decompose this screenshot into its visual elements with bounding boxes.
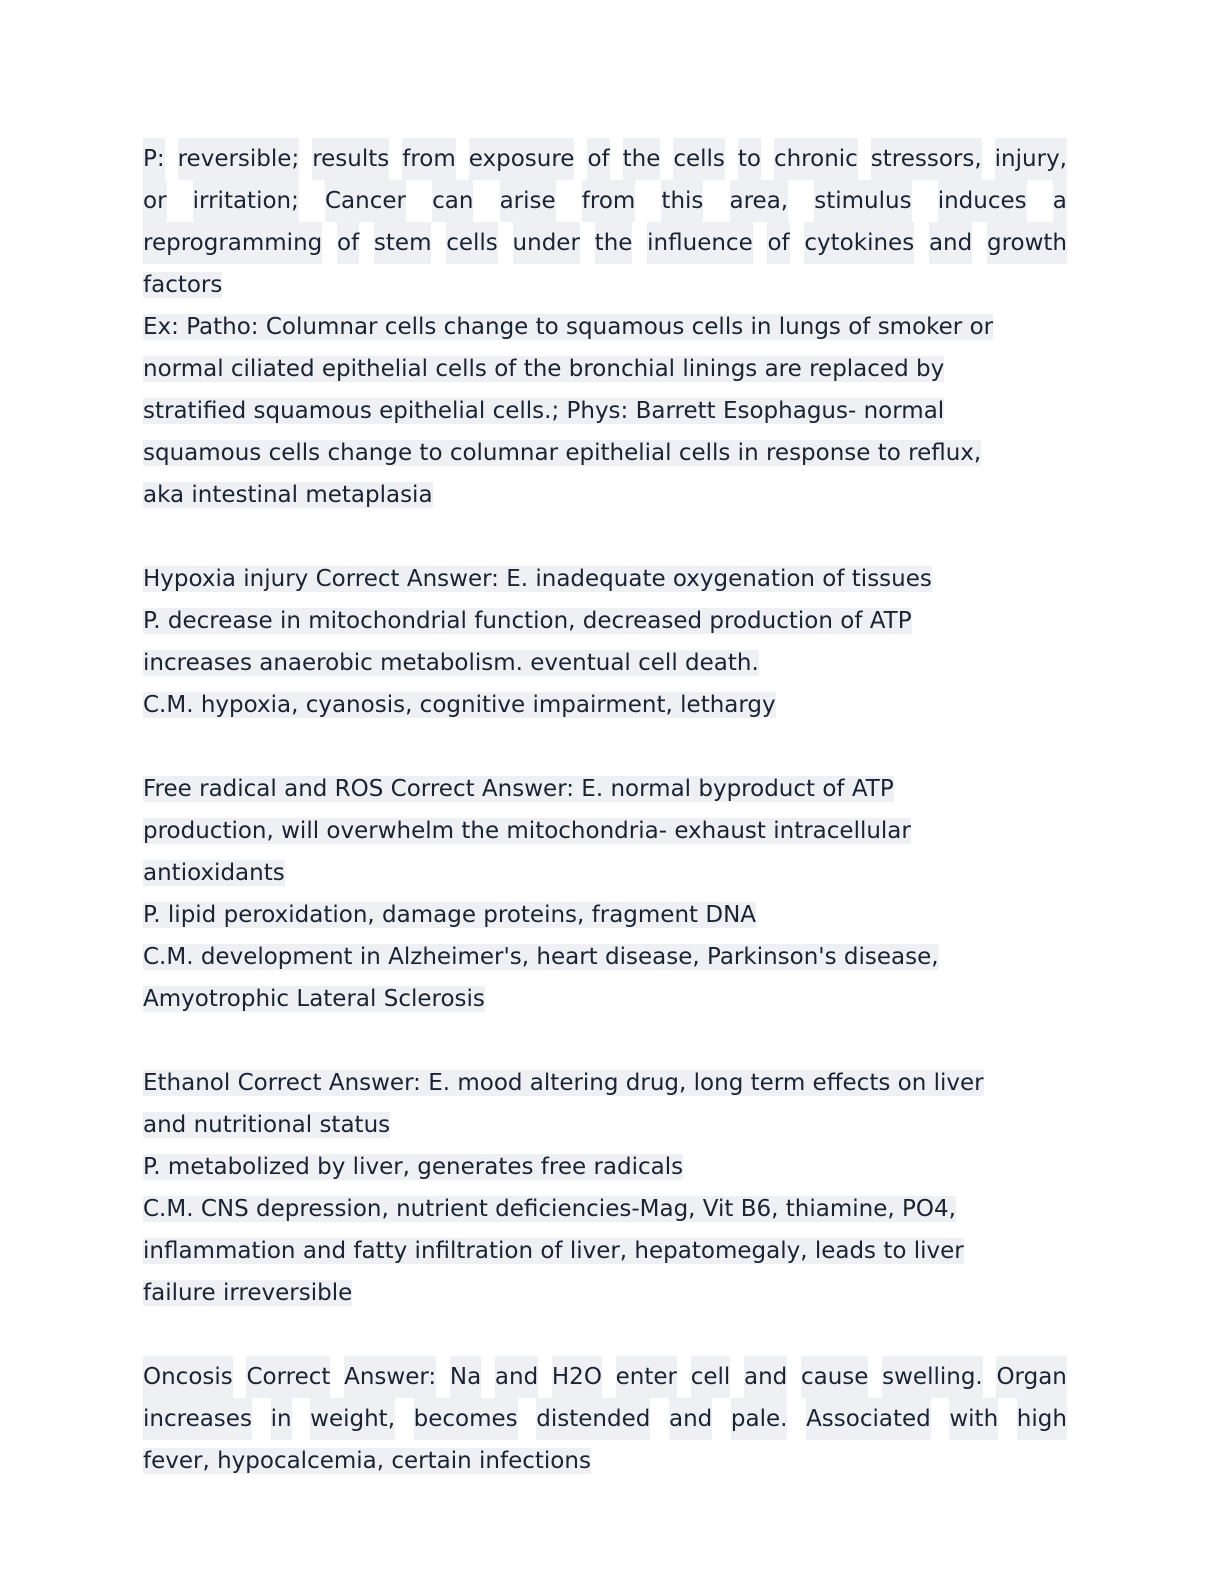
word: influence	[647, 222, 753, 264]
line-text: P. lipid peroxidation, damage proteins, fragment DNA	[143, 902, 757, 928]
word: Associated	[806, 1398, 931, 1440]
line-text: C.M. hypoxia, cyanosis, cognitive impairment, lethargy	[143, 692, 776, 718]
paragraph-gap	[143, 1020, 1067, 1062]
word: under	[513, 222, 580, 264]
word: in	[271, 1398, 292, 1440]
word: this	[661, 180, 703, 222]
metaplasia-line-2	[143, 180, 1067, 222]
ethanol-line-5	[143, 1230, 1067, 1272]
metaplasia-line-1	[143, 138, 1067, 180]
hypoxia-line-2	[143, 600, 1067, 642]
free-radical-line-1	[143, 768, 1067, 810]
line-text: C.M. development in Alzheimer's, heart disease, Parkinson's disease,	[143, 944, 939, 970]
metaplasia-example-line-3	[143, 390, 1067, 432]
word: area,	[730, 180, 789, 222]
line-text: normal ciliated epithelial cells of the bronchial linings are replaced by	[143, 356, 945, 382]
word: or	[143, 180, 167, 222]
free-radical-line-2	[143, 810, 1067, 852]
word: Na	[450, 1356, 481, 1398]
hypoxia-line-4	[143, 684, 1067, 726]
line-text: increases anaerobic metabolism. eventual cell death.	[143, 650, 759, 676]
line-text: factors	[143, 272, 223, 298]
word: cause	[801, 1356, 868, 1398]
word: the	[623, 138, 661, 180]
word: chronic	[774, 138, 858, 180]
word: Oncosis	[143, 1356, 233, 1398]
word: cell	[691, 1356, 731, 1398]
line-text: antioxidants	[143, 860, 285, 886]
word: injury,	[995, 138, 1067, 180]
word: high	[1017, 1398, 1067, 1440]
line-text: P. decrease in mitochondrial function, decreased production of ATP	[143, 608, 912, 634]
oncosis-line-1	[143, 1356, 1067, 1398]
word: a	[1053, 180, 1067, 222]
line-text: Ex: Patho: Columnar cells change to squamous cells in lungs of smoker or	[143, 314, 994, 340]
metaplasia-example-line-5	[143, 474, 1067, 516]
word: stem	[374, 222, 432, 264]
word: of	[767, 222, 789, 264]
line-text: squamous cells change to columnar epithelial cells in response to reflux,	[143, 440, 982, 466]
line-text: and nutritional status	[143, 1112, 391, 1138]
line-text: P. metabolized by liver, generates free radicals	[143, 1154, 684, 1180]
free-radical-line-5	[143, 936, 1067, 978]
ethanol-line-2	[143, 1104, 1067, 1146]
word: increases	[143, 1398, 252, 1440]
word: results	[312, 138, 389, 180]
line-text: Free radical and ROS Correct Answer: E. normal byproduct of ATP	[143, 776, 894, 802]
line-text: aka intestinal metaplasia	[143, 482, 433, 508]
line-text: C.M. CNS depression, nutrient deficiencies-Mag, Vit B6, thiamine, PO4,	[143, 1196, 956, 1222]
word: and	[495, 1356, 538, 1398]
word: H2O	[552, 1356, 602, 1398]
ethanol-line-6	[143, 1272, 1067, 1314]
hypoxia-line-1	[143, 558, 1067, 600]
word: with	[949, 1398, 998, 1440]
word: arise	[500, 180, 556, 222]
ethanol-line-4	[143, 1188, 1067, 1230]
word: induces	[938, 180, 1027, 222]
metaplasia-example-line-2	[143, 348, 1067, 390]
word: distended	[536, 1398, 650, 1440]
metaplasia-line-3	[143, 222, 1067, 264]
word: and	[929, 222, 972, 264]
word: Answer:	[344, 1356, 436, 1398]
word: reversible;	[178, 138, 300, 180]
paragraph-gap	[143, 726, 1067, 768]
word: reprogramming	[143, 222, 322, 264]
word: enter	[616, 1356, 677, 1398]
free-radical-line-3	[143, 852, 1067, 894]
paragraph-gap	[143, 1314, 1067, 1356]
word: and	[744, 1356, 787, 1398]
hypoxia-line-3	[143, 642, 1067, 684]
word: from	[402, 138, 456, 180]
word: the	[595, 222, 633, 264]
document-page	[143, 138, 1067, 1482]
metaplasia-line-4	[143, 264, 1067, 306]
word: cytokines	[804, 222, 914, 264]
metaplasia-example-line-1	[143, 306, 1067, 348]
word: stressors,	[871, 138, 982, 180]
free-radical-line-4	[143, 894, 1067, 936]
word: growth	[987, 222, 1067, 264]
word: exposure	[469, 138, 575, 180]
word: becomes	[414, 1398, 518, 1440]
line-text: production, will overwhelm the mitochondria- exhaust intracellular	[143, 818, 911, 844]
free-radical-line-6	[143, 978, 1067, 1020]
line-text: Amyotrophic Lateral Sclerosis	[143, 986, 485, 1012]
word: cells	[673, 138, 725, 180]
word: of	[337, 222, 359, 264]
line-text: fever, hypocalcemia, certain infections	[143, 1448, 591, 1474]
oncosis-line-2	[143, 1398, 1067, 1440]
word: stimulus	[814, 180, 911, 222]
ethanol-line-1	[143, 1062, 1067, 1104]
word: to	[738, 138, 761, 180]
word: from	[582, 180, 636, 222]
word: can	[432, 180, 473, 222]
line-text: stratified squamous epithelial cells.; Phys: Barrett Esophagus- normal	[143, 398, 945, 424]
word: Cancer	[325, 180, 406, 222]
paragraph-gap	[143, 516, 1067, 558]
line-text: Ethanol Correct Answer: E. mood altering drug, long term effects on liver	[143, 1070, 984, 1096]
metaplasia-example-line-4	[143, 432, 1067, 474]
word: irritation;	[193, 180, 299, 222]
line-text: Hypoxia injury Correct Answer: E. inadequate oxygenation of tissues	[143, 566, 932, 592]
word: Organ	[996, 1356, 1066, 1398]
word: pale.	[731, 1398, 788, 1440]
oncosis-line-3	[143, 1440, 1067, 1482]
word: weight,	[310, 1398, 395, 1440]
word: of	[587, 138, 609, 180]
line-text: failure irreversible	[143, 1280, 353, 1306]
ethanol-line-3	[143, 1146, 1067, 1188]
word: swelling.	[882, 1356, 983, 1398]
word: cells	[446, 222, 498, 264]
word: and	[669, 1398, 712, 1440]
line-text: inflammation and fatty infiltration of liver, hepatomegaly, leads to liver	[143, 1238, 964, 1264]
word: Correct	[246, 1356, 330, 1398]
word: P:	[143, 138, 165, 180]
